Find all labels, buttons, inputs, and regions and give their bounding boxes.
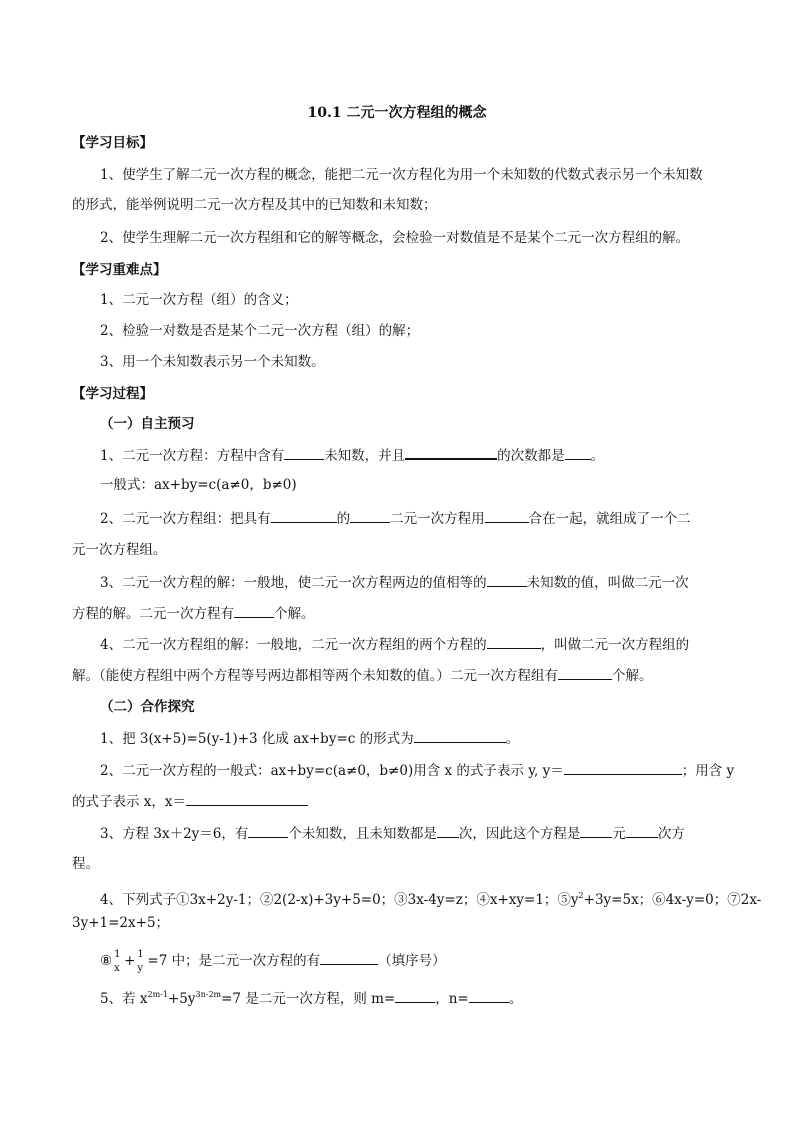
blank-14[interactable] xyxy=(248,823,288,838)
section-heading-key-points: 【学习重难点】 xyxy=(72,262,167,278)
exercise-1: 1、把 3(x+5)=5(y-1)+3 化成 ax+by=c 的形式为 。 xyxy=(100,728,750,749)
blank-12[interactable] xyxy=(564,760,682,775)
blank-19[interactable] xyxy=(395,988,435,1003)
exercise-4-line-1: 4、下列式子①3x+2y-1；②2(2-x)+3y+5=0；③3x-4y=z；④x+xy=1；$⑤y^2+3y=5x$；⑥4x-y=0；⑦2x- xyxy=(100,891,762,908)
section-heading-goals: 【学习目标】 xyxy=(72,135,153,151)
blank-4[interactable] xyxy=(271,508,337,523)
exercise-2-line-1: 2、二元一次方程的一般式：ax+by=c(a≠0，b≠0)用含 x 的式子表示 y, y＝ ；用含 y xyxy=(100,760,750,781)
exercise-3-line-1: 3、方程 3x＋2y＝6，有 个未知数，且未知数都是 次，因此这个方程是 元 次方 xyxy=(100,823,750,844)
question-2-line-1: 2、二元一次方程组：把具有 的 二元一次方程用 合在一起，就组成了一个二 xyxy=(100,508,750,529)
question-3-line-1: 3、二元一次方程的解：一般地，使二元一次方程两边的值相等的 未知数的值，叫做二元一次 xyxy=(100,572,750,593)
goal-1-line-2: 的形式，能举例说明二元一次方程及其中的已知数和未知数； xyxy=(72,197,437,213)
blank-16[interactable] xyxy=(580,823,612,838)
blank-6[interactable] xyxy=(485,508,529,523)
question-1: 1、二元一次方程：方程中含有 未知数，并且 的次数都是 。 xyxy=(100,444,750,466)
blank-2[interactable] xyxy=(405,444,497,460)
subheading-self-study: （一）自主预习 xyxy=(100,416,195,432)
page-title: 10.1 二元一次方程组的概念 xyxy=(307,105,487,121)
exercise-3-line-2: 程。 xyxy=(72,856,99,872)
question-3-line-2: 方程的解。二元一次方程有 个解。 xyxy=(72,603,722,624)
section-heading-process: 【学习过程】 xyxy=(72,386,153,402)
blank-3[interactable] xyxy=(565,445,591,460)
blank-15[interactable] xyxy=(437,823,459,838)
exercise-4-line-3: ⑧ 1 x + 1 y =7 中；是二元一次方程的有 （填序号） xyxy=(100,949,446,974)
goal-1-line-1: 1、使学生了解二元一次方程的概念，能把二元一次方程化为用一个未知数的代数式表示另一个未知数 xyxy=(100,167,703,183)
key-point-1: 1、二元一次方程（组）的含义； xyxy=(100,292,298,308)
question-4-line-1: 4、二元一次方程组的解：一般地，二元一次方程组的两个方程的 ，叫做二元一次方程组的 xyxy=(100,634,750,655)
exercise-4-line-2: 3y+1=2x+5； xyxy=(72,915,170,931)
goal-2: 2、使学生理解二元一次方程组和它的解等概念，会检验一对数值是不是某个二元一次方程组的解。 xyxy=(100,230,690,246)
fraction-1-over-x: 1 x xyxy=(114,949,121,974)
question-4-line-2: 解。（能使方程组中两个方程等号两边都相等两个未知数的值。）二元一次方程组有 个解。 xyxy=(72,665,722,686)
blank-5[interactable] xyxy=(350,508,390,523)
question-2-line-2: 元一次方程组。 xyxy=(72,542,167,558)
subheading-cooperation: （二）合作探究 xyxy=(100,699,195,715)
blank-20[interactable] xyxy=(469,988,509,1003)
fraction-1-over-y: 1 y xyxy=(137,949,144,974)
blank-18[interactable] xyxy=(320,950,378,965)
exercise-5: 5、若 $x^{2m-1}+5y^{3n-2m}=7$ 是二元一次方程，则 m= ，n= 。 xyxy=(100,990,523,1007)
blank-9[interactable] xyxy=(487,634,541,649)
blank-8[interactable] xyxy=(234,603,274,618)
blank-10[interactable] xyxy=(558,665,612,680)
blank-7[interactable] xyxy=(487,572,527,587)
key-point-3: 3、用一个未知数表示另一个未知数。 xyxy=(100,354,325,370)
blank-1[interactable] xyxy=(284,445,324,460)
blank-13[interactable] xyxy=(186,791,308,806)
exercise-2-line-2: 的式子表示 x，x＝ xyxy=(72,791,722,812)
blank-11[interactable] xyxy=(414,728,506,743)
general-form: 一般式：ax+by=c(a≠0，b≠0) xyxy=(100,477,297,493)
blank-17[interactable] xyxy=(626,823,658,838)
key-point-2: 2、检验一对数是否是某个二元一次方程（组）的解； xyxy=(100,323,420,339)
